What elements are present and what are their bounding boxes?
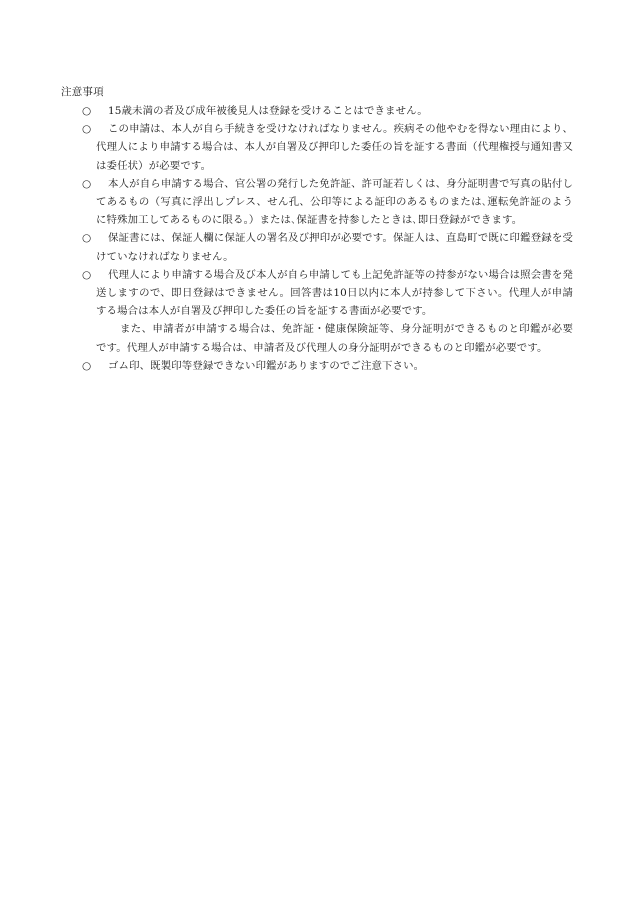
notes-list <box>0 102 630 375</box>
note-text-continued: また、申請者が申請する場合は、免許証・健康保険証等、身分証明ができるものと印鑑が必要です。代理人が申請する場合は、申請者及び代理人の身分証明ができるものと印鑑が必要です。 <box>96 323 573 354</box>
note-text: ゴム印、既製印等登録できない印鑑がありますのでご注意下さい。 <box>108 359 425 372</box>
note-text: 15歳未満の者及び成年被後見人は登録を受けることはできません。 <box>108 105 428 117</box>
note-text: 本人が自ら申請する場合、官公署の発行した免許証、許可証若しくは、身分証明書で写真の貼付してあるもの（写真に浮出しプレス、せん孔、公印等による証印のあるものまたは､運転免許証のように特殊加工してあるものに限る。）または､保証書を持参したときは､即日登録ができます。 <box>96 177 573 227</box>
note-text: この申請は、本人が自ら手続きを受けなければなりません。疾病その他やむを得ない理由により、代理人により申請する場合は、本人が自署及び押印した委任の旨を証する書面（代理権授与通知書又は委任状）が必要です。 <box>96 123 573 172</box>
circle-bullet: ○ <box>82 123 92 136</box>
notes-heading: 注意事項 <box>61 86 104 98</box>
circle-bullet: ○ <box>82 177 92 190</box>
circle-bullet: ○ <box>82 105 92 117</box>
list-item <box>0 175 630 230</box>
circle-bullet: ○ <box>82 359 92 372</box>
list-item <box>0 120 630 175</box>
list-item <box>0 357 630 375</box>
list-item <box>0 266 630 357</box>
list-item <box>0 229 630 265</box>
circle-bullet: ○ <box>82 232 92 245</box>
circle-bullet: ○ <box>82 268 92 281</box>
note-text: 代理人により申請する場合及び本人が自ら申請しても上記免許証等の持参がない場合は照会書を発送しますので、即日登録はできません。回答書は10日以内に本人が持参して下さい。代理人が申請する場合は本人が自署及び押印した委任の旨を証する書面が必要です。 <box>96 268 573 318</box>
note-text: 保証書には、保証人欄に保証人の署名及び押印が必要です。保証人は、直島町で既に印鑑登録を受けていなければなりません。 <box>96 232 573 263</box>
list-item <box>0 102 630 120</box>
